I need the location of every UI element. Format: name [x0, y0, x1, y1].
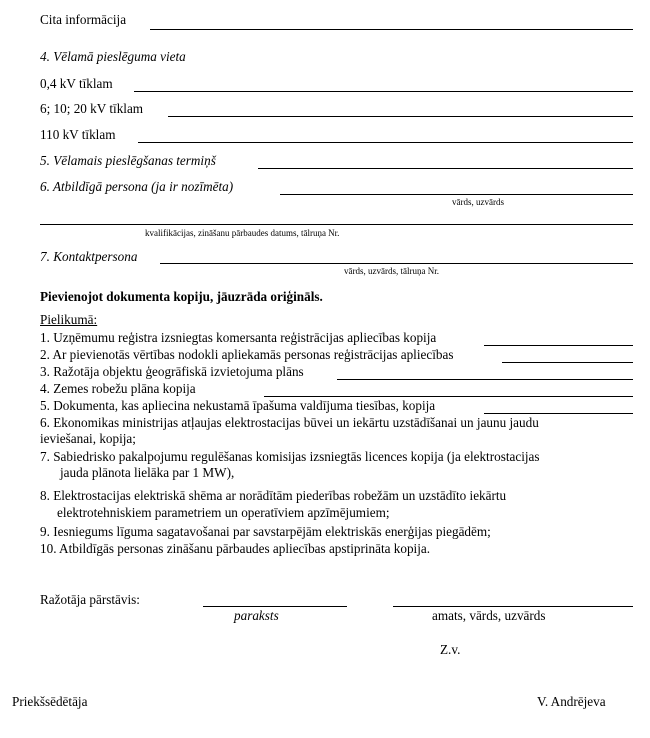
connection-term-line[interactable] — [258, 168, 633, 169]
attachment-line-1[interactable] — [484, 345, 633, 346]
contact-person-line[interactable] — [160, 263, 633, 264]
attachment-item-2: 2. Ar pievienotās vērtības nodokli apliekamās personas reģistrācijas apliecības — [40, 347, 454, 362]
attachment-line-3[interactable] — [337, 379, 633, 380]
contact-hint: vārds, uzvārds, tālruņa Nr. — [344, 266, 439, 276]
net-04-line[interactable] — [134, 91, 633, 92]
attachment-item-1: 1. Uzņēmumu reģistra izsniegtas komersanta reģistrācijas apliecības kopija — [40, 330, 437, 345]
attachment-item-7: 7. Sabiedrisko pakalpojumu regulēšanas komisijas izsniegtās licences kopija (ja elektrostacijas — [40, 449, 540, 464]
seal-mark: Z.v. — [440, 642, 461, 657]
net-110-label: 110 kV tīklam — [40, 127, 116, 142]
attachment-line-2[interactable] — [502, 362, 633, 363]
other-info-label: Cita informācija — [40, 12, 127, 27]
attachment-item-5: 5. Dokumenta, kas apliecina nekustamā īpašuma valdījuma tiesības, kopija — [40, 398, 436, 413]
producer-rep-label: Ražotāja pārstāvis: — [40, 592, 140, 607]
section7-heading: 7. Kontaktpersona — [40, 249, 138, 264]
responsible-person-line[interactable] — [280, 194, 633, 195]
section5-heading: 5. Vēlamais pieslēgšanas termiņš — [40, 153, 216, 168]
attachment-item-8: 8. Elektrostacijas elektriskā shēma ar norādītām piederības robežām un uzstādīto iekārtu — [40, 488, 507, 503]
attachment-item-9: 9. Iesniegums līguma sagatavošanai par savstarpējām elektriskās enerģijas piegādēm; — [40, 524, 491, 539]
attachments-heading: Pielikumā: — [40, 312, 98, 327]
signature-line[interactable] — [203, 606, 347, 607]
net-04-label: 0,4 kV tīklam — [40, 76, 113, 91]
attachment-item-6: 6. Ekonomikas ministrijas atļaujas elektrostacijas būvei un iekārtu uzstādīšanai un jaunu jaudu — [40, 415, 539, 430]
attachment-item-10: 10. Atbildīgās personas zināšanu pārbaudes apliecības apstiprināta kopija. — [40, 541, 431, 556]
net-6-20-label: 6; 10; 20 kV tīklam — [40, 101, 144, 116]
attachment-item-7-cont: jauda plānota lielāka par 1 MW), — [60, 465, 235, 480]
attachment-line-5[interactable] — [484, 413, 633, 414]
attachment-item-8-cont: elektrotehniskiem parametriem un operatīviem apzīmējumiem; — [57, 505, 390, 520]
qualification-hint: kvalifikācijas, zināšanu pārbaudes datums, tālruņa Nr. — [145, 228, 340, 238]
original-notice: Pievienojot dokumenta kopiju, jāuzrāda oriģināls. — [40, 289, 323, 304]
position-name-hint: amats, vārds, uzvārds — [432, 608, 546, 623]
other-info-line[interactable] — [150, 29, 633, 30]
signature-hint: paraksts — [234, 608, 279, 623]
net-6-20-line[interactable] — [168, 116, 633, 117]
qualification-line[interactable] — [40, 224, 633, 225]
attachment-item-4: 4. Zemes robežu plāna kopija — [40, 381, 196, 396]
attachment-line-4[interactable] — [264, 396, 633, 397]
footer-role: Priekšsēdētāja — [12, 694, 88, 709]
section6-heading: 6. Atbildīgā persona (ja ir nozīmēta) — [40, 179, 234, 194]
position-name-line[interactable] — [393, 606, 633, 607]
section4-heading: 4. Vēlamā pieslēguma vieta — [40, 49, 186, 64]
net-110-line[interactable] — [138, 142, 633, 143]
attachment-item-3: 3. Ražotāja objektu ģeogrāfiskā izvietojuma plāns — [40, 364, 304, 379]
footer-name: V. Andrējeva — [537, 694, 606, 709]
name-surname-hint: vārds, uzvārds — [452, 197, 504, 207]
attachment-item-6-cont: ieviešanai, kopija; — [40, 431, 136, 446]
